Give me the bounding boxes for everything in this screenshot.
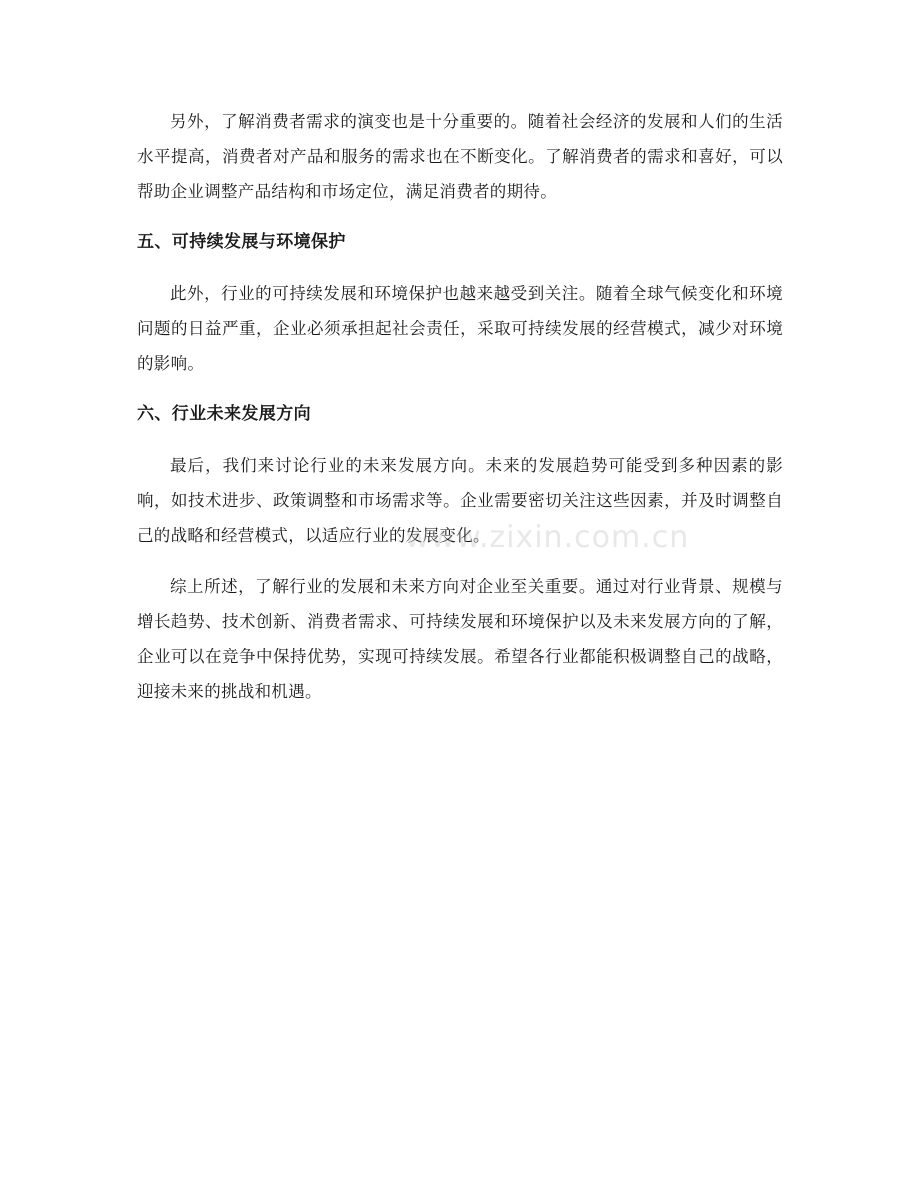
paragraph-consumer-demand: 另外，了解消费者需求的演变也是十分重要的。随着社会经济的发展和人们的生活水平提高，消费者对产品和服务的需求也在不断变化。了解消费者的需求和喜好，可以帮助企业调整产品结构和市场定位，满足消费者的期待。 bbox=[137, 112, 783, 201]
paragraph-conclusion: 综上所述，了解行业的发展和未来方向对企业至关重要。通过对行业背景、规模与增长趋势、技术创新、消费者需求、可持续发展和环境保护以及未来发展方向的了解，企业可以在竞争中保持优势，实现可持续发展。希望各行业都能积极调整自己的战略，迎接未来的挑战和机遇。 bbox=[137, 577, 783, 701]
section-heading-sustainability: 五、可持续发展与环境保护 bbox=[137, 232, 346, 252]
document-body bbox=[137, 104, 783, 709]
paragraph-future-direction: 最后，我们来讨论行业的未来发展方向。未来的发展趋势可能受到多种因素的影响，如技术进步、政策调整和市场需求等。企业需要密切关注这些因素，并及时调整自己的战略和经营模式，以适应行业的发展变化。 bbox=[137, 456, 783, 545]
section-heading-future-direction: 六、行业未来发展方向 bbox=[137, 404, 311, 424]
paragraph-sustainability: 此外，行业的可持续发展和环境保护也越来越受到关注。随着全球气候变化和环境问题的日益严重，企业必须承担起社会责任，采取可持续发展的经营模式，减少对环境的影响。 bbox=[137, 284, 783, 373]
watermark: www.zixin.com.cn bbox=[405, 520, 690, 555]
